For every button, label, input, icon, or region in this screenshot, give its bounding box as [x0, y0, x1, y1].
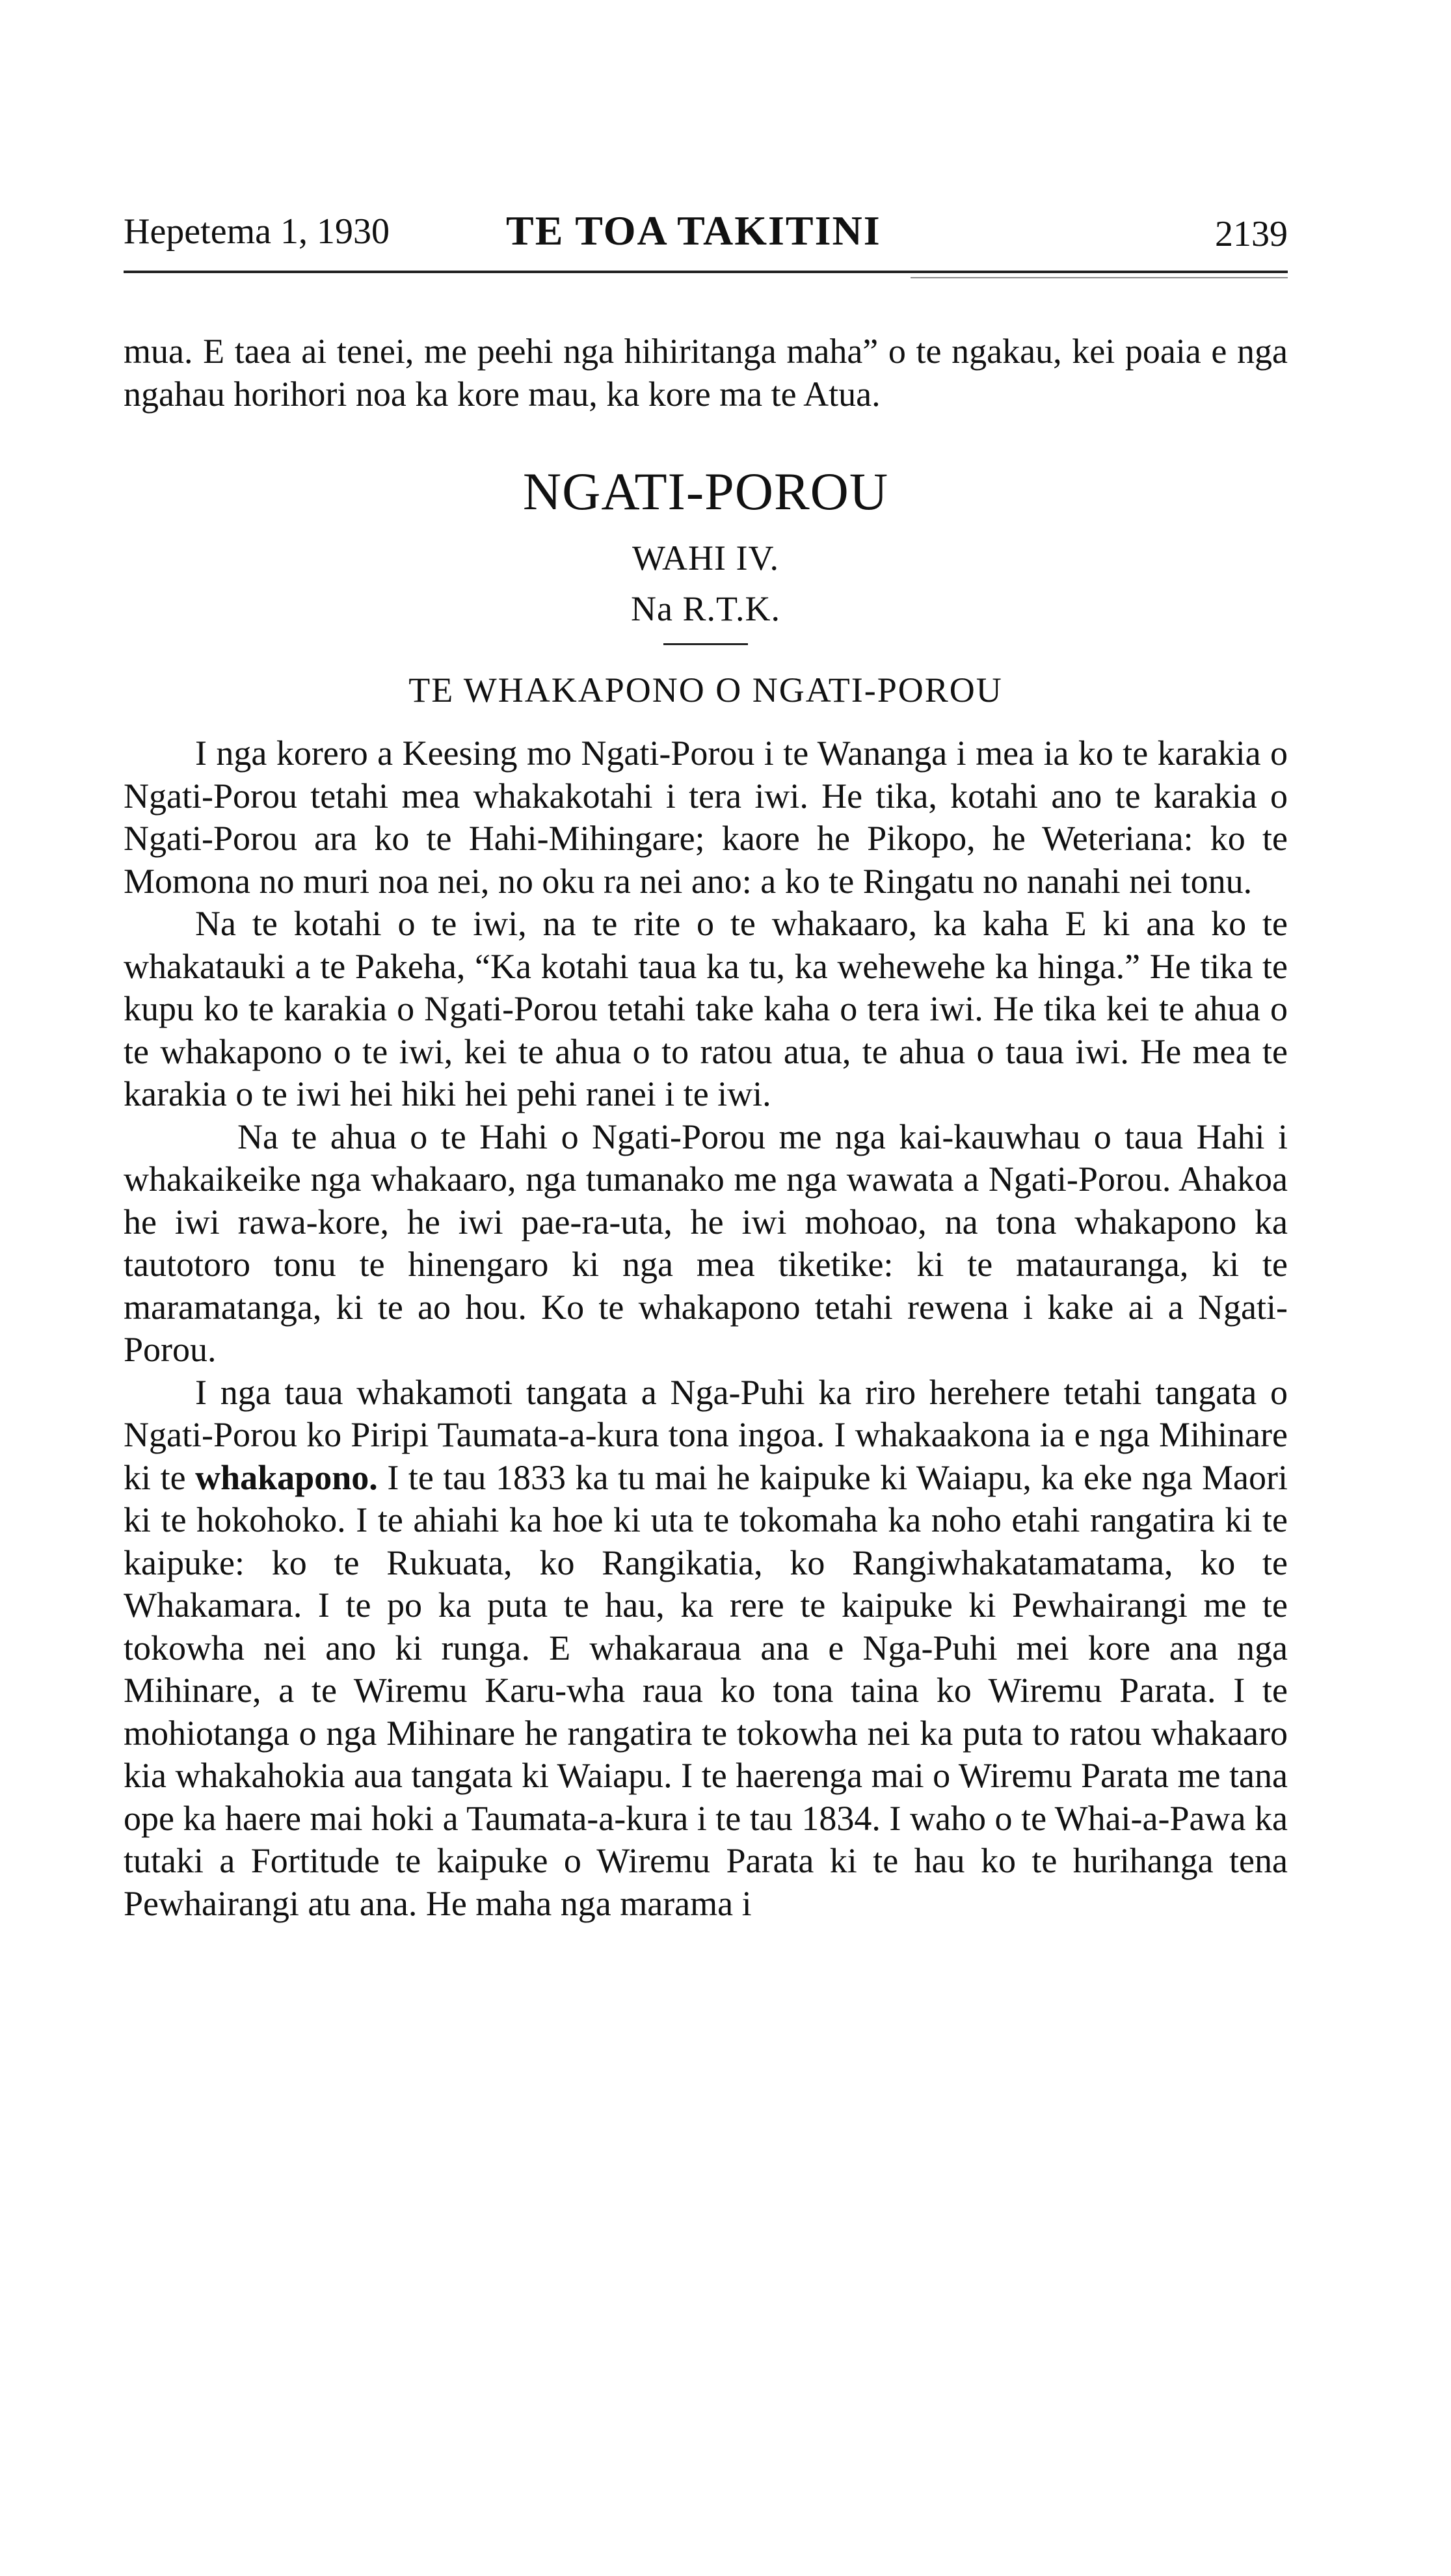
page: [124, 207, 1288, 1923]
journal-title: TE TOA TAKITINI: [506, 207, 881, 254]
page-content: [124, 330, 1288, 1925]
section-title: TE WHAKAPONO O NGATI-POROU: [408, 671, 1003, 710]
bold-word: whakapono.: [195, 1457, 378, 1497]
article-author: Na R.T.K.: [631, 589, 780, 628]
header-rule-secondary: [911, 277, 1288, 278]
article-title: NGATI-POROU: [522, 462, 889, 521]
intro-paragraph: mua. E taea ai tenei, me peehi nga hihiritanga maha” o te ngakau, kei poaia e nga ngahau horihori noa ka kore mau, ka kore ma te Atua.: [124, 332, 1288, 414]
body-paragraph: Na te ahua o te Hahi o Ngati-Porou me nga kai-kauwhau o taua Hahi i whakaikeike nga whakaaro, nga tumanako me nga wawata a Ngati-Porou. Ahakoa he iwi rawa-kore, he iwi pae-ra-uta, he iwi mohoao, na tona whakapono ka tautotoro tonu te hinengaro ki nga mea tiketike: ki te matauranga, ki te maramatanga, ki te ao hou. Ko te whakapono tetahi rewena i kake ai a Ngati-Porou.: [124, 1117, 1288, 1369]
body-paragraph-last: [124, 1372, 1288, 1926]
article-part: WAHI IV.: [632, 538, 779, 578]
paragraph-text: I te tau 1833 ka tu mai he kaipuke ki Waiapu, ka eke nga Maori ki te hokohoko. I te ahiahi ka hoe ki uta te tokomaha ka noho etahi rangatira ki te kaipuke: ko te Rukuata, ko Rangikatia, ko Rangiwhakatamatama, ko te Whakamara. I te po ka puta te hau, ka rere te kaipuke ki Pewhairangi me te tokowha nei ano ki runga. E whakaraua ana e Nga-Puhi mei kore ana nga Mihinare, a te Wiremu Karu-wha raua ko tona taina ko Wiremu Parata. I te mohiotanga o nga Mihinare he rangatira te tokowha nei ka puta to ratou whakaaro kia whakahokia aua tangata ki Waiapu. I te haerenga mai o Wiremu Parata me tana ope ka haere mai hoki a Taumata-a-kura i te tau 1834. I waho o te Whai-a-Pawa ka tutaki a Fortitude te kaipuke o Wiremu Parata ki te hau ko te hurihanga tena Pewhairangi atu ana. He maha nga marama i: [124, 1457, 1288, 1923]
body-paragraph: I nga korero a Keesing mo Ngati-Porou i te Wananga i mea ia ko te karakia o Ngati-Porou tetahi mea whakakotahi i tera iwi. He tika, kotahi ano te karakia o Ngati-Porou ara ko te Hahi-Mihingare; kaore he Pikopo, he Weteriana: ko te Momona no muri noa nei, no oku ra nei ano: a ko te Ringatu no nanahi nei tonu.: [124, 734, 1288, 901]
running-header: [124, 207, 1288, 259]
header-rule: [124, 271, 1288, 273]
title-divider: [663, 643, 748, 645]
page-number: 2139: [1215, 214, 1288, 254]
header-date: Hepetema 1, 1930: [124, 211, 390, 252]
paragraph-text: I nga taua whakamoti tangata a Nga-Puhi ka riro herehere tetahi tangata o Ngati-Porou ko Piripi Taumata-a-kura tona ingoa. I whakaakona ia e nga Mihinare ki te: [124, 1372, 1288, 1497]
body-paragraph: Na te kotahi o te iwi, na te rite o te whakaaro, ka kaha E ki ana ko te whakatauki a te Pakeha, “Ka kotahi taua ka tu, ka wehewehe ka hinga.” He tika te kupu ko te karakia o Ngati-Porou tetahi take kaha o tera iwi. He tika kei te ahua o te whakapono o te iwi, kei te ahua o to ratou atua, te ahua o taua iwi. He mea te karakia o te iwi hei hiki hei pehi ranei i te iwi.: [124, 904, 1288, 1113]
